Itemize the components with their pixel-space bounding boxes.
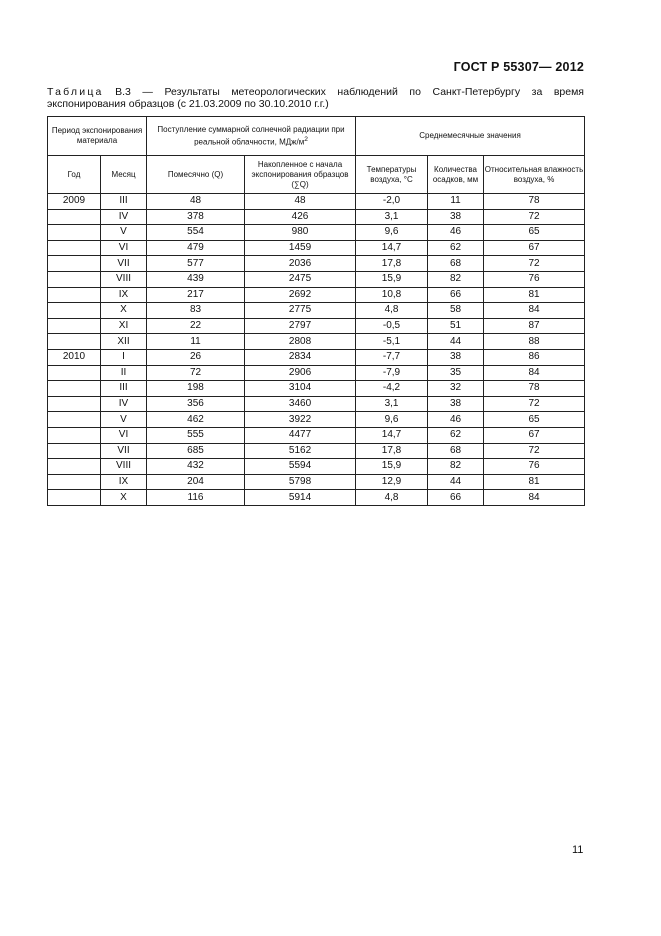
humidity-cell: 87 [484, 318, 585, 334]
humidity-cell: 72 [484, 256, 585, 272]
table-row [48, 334, 585, 350]
humidity-cell: 78 [484, 194, 585, 210]
humidity-column-header: Относительная влажность воздуха, % [484, 156, 585, 194]
year-cell [48, 396, 101, 412]
year-cell [48, 412, 101, 428]
humidity-cell: 72 [484, 443, 585, 459]
accum-q-cell: 2834 [245, 349, 356, 365]
humidity-cell: 72 [484, 396, 585, 412]
temperature-cell: 14,7 [356, 427, 428, 443]
temperature-cell: 3,1 [356, 396, 428, 412]
year-cell [48, 443, 101, 459]
temperature-cell: -2,0 [356, 194, 428, 210]
temperature-cell: 17,8 [356, 443, 428, 459]
monthly-q-cell: 479 [147, 240, 245, 256]
accum-q-cell: 4477 [245, 427, 356, 443]
precipitation-cell: 11 [428, 194, 484, 210]
table-row [48, 490, 585, 506]
month-cell: V [101, 225, 147, 241]
monthly-q-cell: 378 [147, 209, 245, 225]
table-row [48, 256, 585, 272]
humidity-cell: 86 [484, 349, 585, 365]
monthly-group-header: Среднемесячные значения [356, 117, 585, 156]
monthly-q-column-header: Помесячно (Q) [147, 156, 245, 194]
month-cell: IX [101, 474, 147, 490]
humidity-cell: 84 [484, 303, 585, 319]
year-cell [48, 334, 101, 350]
table-row [48, 459, 585, 475]
accum-q-cell: 2906 [245, 365, 356, 381]
year-column-header: Год [48, 156, 101, 194]
precipitation-cell: 38 [428, 349, 484, 365]
caption-text: В.3 — Результаты метеорологических наблюдений по Санкт-Петербургу за время экспонирования образцов (с 21.03.2009 по 30.10.2010 г.г.) [47, 86, 584, 110]
monthly-q-cell: 462 [147, 412, 245, 428]
precipitation-cell: 38 [428, 396, 484, 412]
table-row [48, 209, 585, 225]
accum-q-cell: 3922 [245, 412, 356, 428]
accum-q-cell: 980 [245, 225, 356, 241]
month-cell: XI [101, 318, 147, 334]
table-row [48, 349, 585, 365]
temperature-cell: 15,9 [356, 271, 428, 287]
temperature-cell: -7,9 [356, 365, 428, 381]
precipitation-cell: 66 [428, 287, 484, 303]
temperature-cell: -7,7 [356, 349, 428, 365]
year-cell [48, 256, 101, 272]
radiation-header-sup: 2 [304, 135, 308, 143]
table-row [48, 365, 585, 381]
weather-table [47, 116, 585, 506]
year-cell [48, 240, 101, 256]
monthly-q-cell: 116 [147, 490, 245, 506]
year-cell [48, 318, 101, 334]
accum-q-cell: 426 [245, 209, 356, 225]
temperature-cell: -4,2 [356, 381, 428, 397]
table-row [48, 427, 585, 443]
year-cell: 2009 [48, 194, 101, 210]
year-cell [48, 209, 101, 225]
table-row [48, 443, 585, 459]
month-cell: VI [101, 427, 147, 443]
humidity-cell: 78 [484, 381, 585, 397]
precipitation-cell: 62 [428, 427, 484, 443]
year-cell [48, 365, 101, 381]
month-cell: V [101, 412, 147, 428]
month-cell: VIII [101, 271, 147, 287]
temperature-cell: 15,9 [356, 459, 428, 475]
accum-q-cell: 5594 [245, 459, 356, 475]
month-cell: III [101, 381, 147, 397]
precipitation-cell: 51 [428, 318, 484, 334]
month-cell: IV [101, 209, 147, 225]
month-cell: X [101, 303, 147, 319]
period-group-header: Период экспонирования материала [48, 117, 147, 156]
accum-q-cell: 3460 [245, 396, 356, 412]
precipitation-cell: 66 [428, 490, 484, 506]
month-cell: VI [101, 240, 147, 256]
table-row [48, 381, 585, 397]
monthly-q-cell: 26 [147, 349, 245, 365]
table-caption [47, 86, 584, 110]
table-row [48, 240, 585, 256]
humidity-cell: 81 [484, 287, 585, 303]
monthly-q-cell: 555 [147, 427, 245, 443]
monthly-q-cell: 577 [147, 256, 245, 272]
accum-q-column-header [245, 156, 356, 194]
humidity-cell: 67 [484, 240, 585, 256]
year-cell [48, 381, 101, 397]
monthly-q-cell: 356 [147, 396, 245, 412]
monthly-q-cell: 83 [147, 303, 245, 319]
accum-q-header-line2: (∑Q) [291, 179, 309, 189]
temperature-cell: 10,8 [356, 287, 428, 303]
month-column-header: Месяц [101, 156, 147, 194]
month-cell: XII [101, 334, 147, 350]
year-cell: 2010 [48, 349, 101, 365]
precipitation-cell: 62 [428, 240, 484, 256]
temperature-column-header: Температуры воздуха, °С [356, 156, 428, 194]
precipitation-cell: 68 [428, 443, 484, 459]
precipitation-cell: 82 [428, 271, 484, 287]
temperature-cell: 9,6 [356, 412, 428, 428]
monthly-q-cell: 217 [147, 287, 245, 303]
humidity-cell: 65 [484, 412, 585, 428]
year-cell [48, 474, 101, 490]
month-cell: IX [101, 287, 147, 303]
temperature-cell: 3,1 [356, 209, 428, 225]
table-row [48, 303, 585, 319]
precipitation-cell: 32 [428, 381, 484, 397]
accum-q-cell: 2692 [245, 287, 356, 303]
precipitation-cell: 35 [428, 365, 484, 381]
precipitation-column-header: Количества осадков, мм [428, 156, 484, 194]
temperature-cell: 12,9 [356, 474, 428, 490]
table-row [48, 396, 585, 412]
humidity-cell: 81 [484, 474, 585, 490]
precipitation-cell: 44 [428, 334, 484, 350]
humidity-cell: 84 [484, 365, 585, 381]
month-cell: I [101, 349, 147, 365]
temperature-cell: 14,7 [356, 240, 428, 256]
radiation-header-text: Поступление суммарной солнечной радиации при реальной облачности, МДж/м [157, 124, 345, 147]
monthly-q-cell: 554 [147, 225, 245, 241]
accum-q-header-line1: Накопленное с начала экспонирования образцов [251, 159, 349, 179]
monthly-q-cell: 198 [147, 381, 245, 397]
year-cell [48, 303, 101, 319]
temperature-cell: 9,6 [356, 225, 428, 241]
accum-q-cell: 5162 [245, 443, 356, 459]
humidity-cell: 84 [484, 490, 585, 506]
document-code: ГОСТ Р 55307— 2012 [453, 60, 584, 74]
monthly-q-cell: 48 [147, 194, 245, 210]
table-row [48, 412, 585, 428]
precipitation-cell: 68 [428, 256, 484, 272]
month-cell: VII [101, 443, 147, 459]
year-cell [48, 490, 101, 506]
radiation-group-header [147, 117, 356, 156]
monthly-q-cell: 72 [147, 365, 245, 381]
year-cell [48, 459, 101, 475]
humidity-cell: 76 [484, 271, 585, 287]
accum-q-cell: 2808 [245, 334, 356, 350]
temperature-cell: 17,8 [356, 256, 428, 272]
accum-q-cell: 3104 [245, 381, 356, 397]
accum-q-cell: 2036 [245, 256, 356, 272]
humidity-cell: 65 [484, 225, 585, 241]
month-cell: IV [101, 396, 147, 412]
precipitation-cell: 46 [428, 225, 484, 241]
temperature-cell: -5,1 [356, 334, 428, 350]
monthly-q-cell: 432 [147, 459, 245, 475]
humidity-cell: 76 [484, 459, 585, 475]
table-row [48, 318, 585, 334]
month-cell: VIII [101, 459, 147, 475]
month-cell: II [101, 365, 147, 381]
year-cell [48, 225, 101, 241]
accum-q-cell: 1459 [245, 240, 356, 256]
accum-q-cell: 2775 [245, 303, 356, 319]
month-cell: X [101, 490, 147, 506]
month-cell: III [101, 194, 147, 210]
table-row [48, 287, 585, 303]
precipitation-cell: 38 [428, 209, 484, 225]
table-row [48, 225, 585, 241]
month-cell: VII [101, 256, 147, 272]
humidity-cell: 72 [484, 209, 585, 225]
precipitation-cell: 46 [428, 412, 484, 428]
humidity-cell: 67 [484, 427, 585, 443]
year-cell [48, 427, 101, 443]
table-row [48, 194, 585, 210]
monthly-q-cell: 22 [147, 318, 245, 334]
year-cell [48, 271, 101, 287]
monthly-q-cell: 439 [147, 271, 245, 287]
table-body [48, 194, 585, 506]
caption-label: Таблица [47, 86, 104, 98]
year-cell [48, 287, 101, 303]
temperature-cell: -0,5 [356, 318, 428, 334]
monthly-q-cell: 11 [147, 334, 245, 350]
precipitation-cell: 44 [428, 474, 484, 490]
accum-q-cell: 2475 [245, 271, 356, 287]
accum-q-cell: 2797 [245, 318, 356, 334]
temperature-cell: 4,8 [356, 303, 428, 319]
table-row [48, 474, 585, 490]
table-row [48, 271, 585, 287]
precipitation-cell: 58 [428, 303, 484, 319]
humidity-cell: 88 [484, 334, 585, 350]
monthly-q-cell: 204 [147, 474, 245, 490]
precipitation-cell: 82 [428, 459, 484, 475]
monthly-q-cell: 685 [147, 443, 245, 459]
accum-q-cell: 5798 [245, 474, 356, 490]
accum-q-cell: 48 [245, 194, 356, 210]
accum-q-cell: 5914 [245, 490, 356, 506]
temperature-cell: 4,8 [356, 490, 428, 506]
page-number: 11 [572, 844, 584, 856]
